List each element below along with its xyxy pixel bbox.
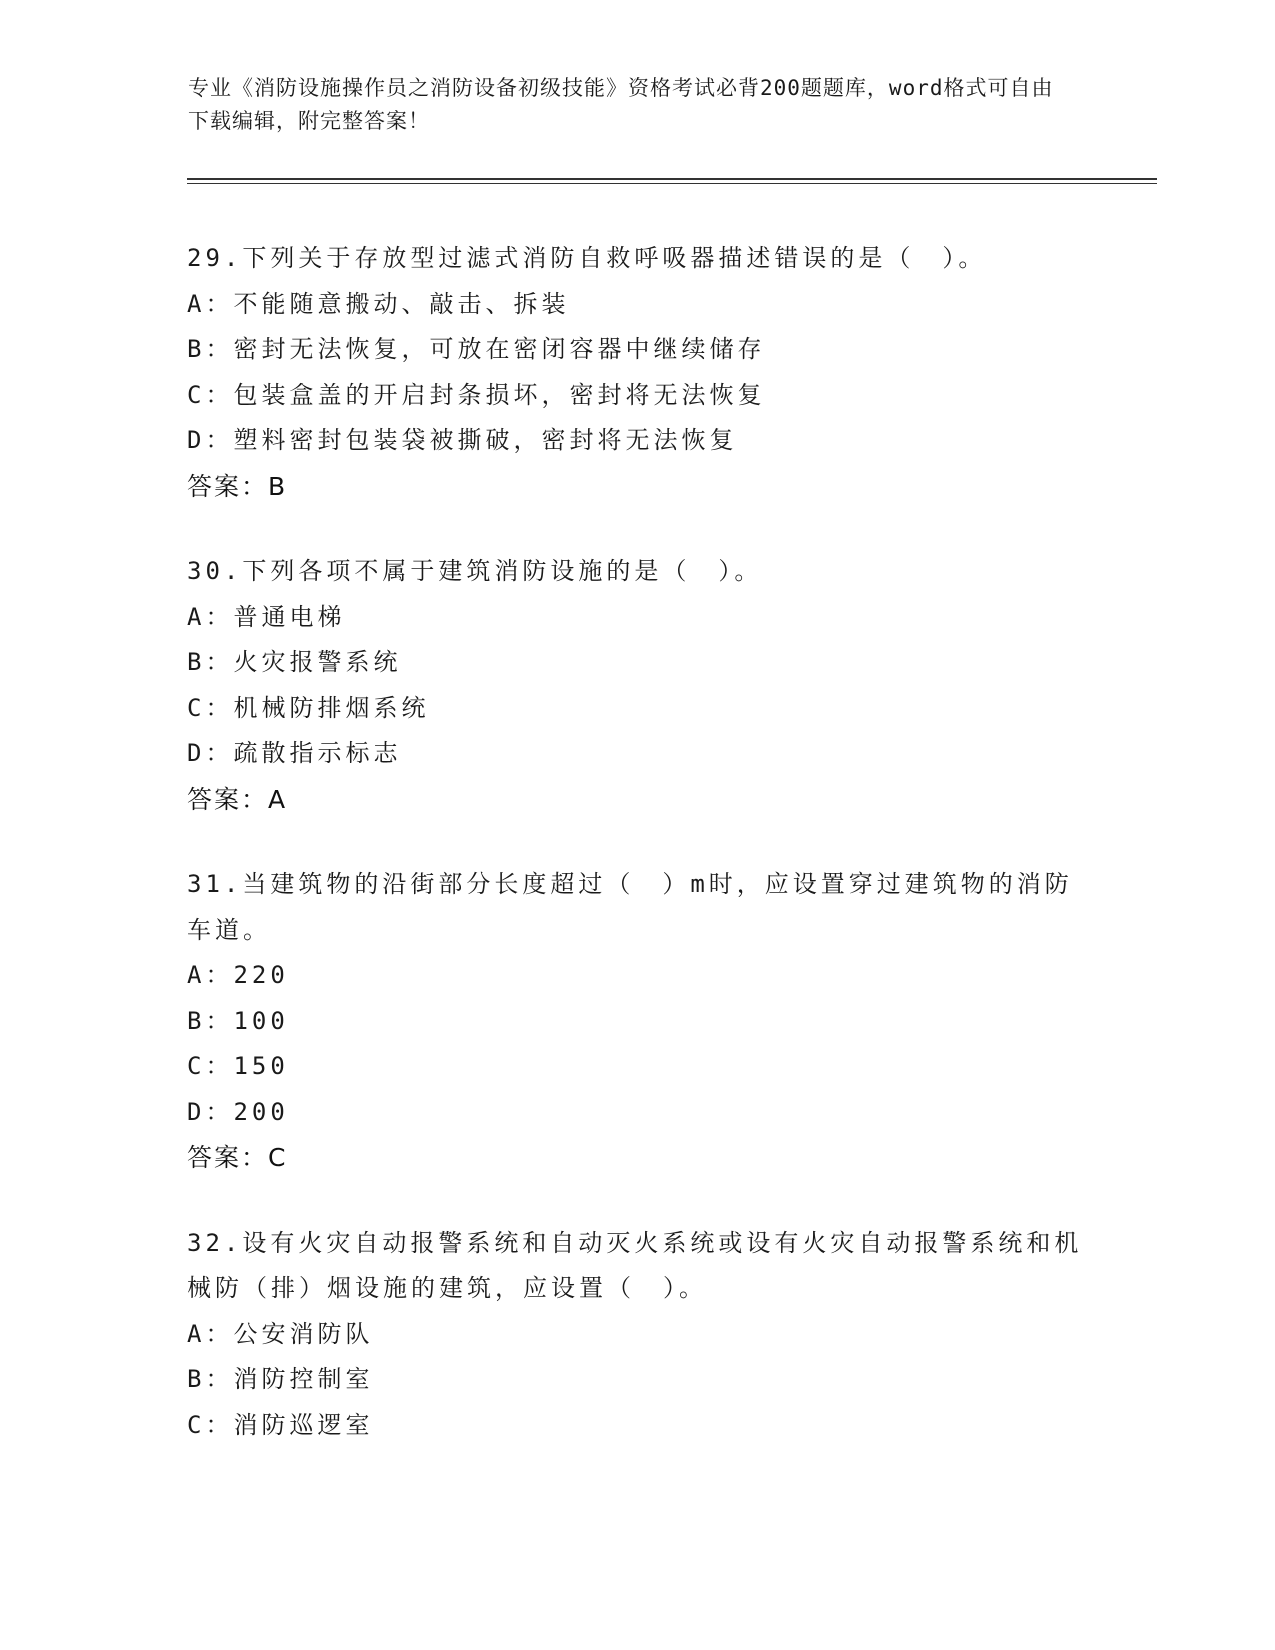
option-key: D： [187,1097,234,1126]
option-d [187,1090,1087,1136]
option-c [187,373,1087,419]
answer-line: 答案：A [187,784,288,814]
option-key: B： [187,1006,234,1035]
option-key: A： [187,602,234,631]
option-a [187,953,1087,999]
option-key: B： [187,335,234,363]
option-key: C： [187,1052,234,1080]
option-d [187,418,1087,464]
answer-line: 答案：C [187,1143,288,1172]
question-list [187,236,1087,1488]
header-divider-thick [187,178,1157,180]
option-key: C： [187,380,234,409]
option-text: 220 [233,961,289,989]
option-text: 200 [233,1097,289,1126]
option-text: 100 [233,1006,289,1035]
option-text: 不能随意搬动、敲击、拆装 [233,289,570,318]
option-b [187,1357,1087,1403]
option-key: C： [187,1410,234,1439]
option-key: A： [187,289,234,318]
option-a [187,595,1087,641]
question-31 [187,862,1087,1181]
option-key: A： [187,1319,234,1348]
question-29 [187,236,1087,509]
option-d [187,731,1087,777]
option-text: 消防巡逻室 [233,1410,374,1439]
option-key: C： [187,693,234,722]
option-b [187,640,1087,686]
option-c [187,686,1087,732]
option-a [187,1312,1087,1358]
question-30 [187,549,1087,822]
option-b [187,999,1087,1045]
option-key: D： [187,426,234,454]
option-key: A： [187,961,234,989]
option-text: 消防控制室 [233,1365,374,1393]
option-key: B： [187,648,234,676]
answer-line: 答案：B [187,471,288,501]
option-key: D： [187,739,234,767]
option-key: B： [187,1365,234,1393]
option-b [187,327,1087,373]
option-c [187,1044,1087,1090]
question-stem: 31.当建筑物的沿街部分长度超过（ ）m时，应设置穿过建筑物的消防车道。 [187,870,1073,944]
option-text: 150 [233,1052,289,1080]
option-text: 普通电梯 [233,602,346,631]
option-text: 疏散指示标志 [233,739,402,767]
question-stem: 30.下列各项不属于建筑消防设施的是（ ）。 [187,557,763,585]
option-text: 密封无法恢复，可放在密闭容器中继续储存 [233,335,766,363]
question-32 [187,1221,1087,1449]
option-c [187,1403,1087,1449]
option-text: 机械防排烟系统 [233,693,430,722]
question-stem: 32.设有火灾自动报警系统和自动灭火系统或设有火灾自动报警系统和机械防（排）烟设施的建筑，应设置（ ）。 [187,1228,1083,1302]
question-stem: 29.下列关于存放型过滤式消防自救呼吸器描述错误的是（ ）。 [187,244,987,272]
option-text: 火灾报警系统 [233,648,402,676]
document-header: 专业《消防设施操作员之消防设备初级技能》资格考试必背200题题库，word格式可自由下载编辑，附完整答案！ [188,76,1054,133]
option-a [187,282,1087,328]
header-divider-thin [187,183,1157,184]
option-text: 塑料密封包装袋被撕破，密封将无法恢复 [233,426,738,454]
option-text: 包装盒盖的开启封条损坏，密封将无法恢复 [233,380,766,409]
option-text: 公安消防队 [233,1319,374,1348]
